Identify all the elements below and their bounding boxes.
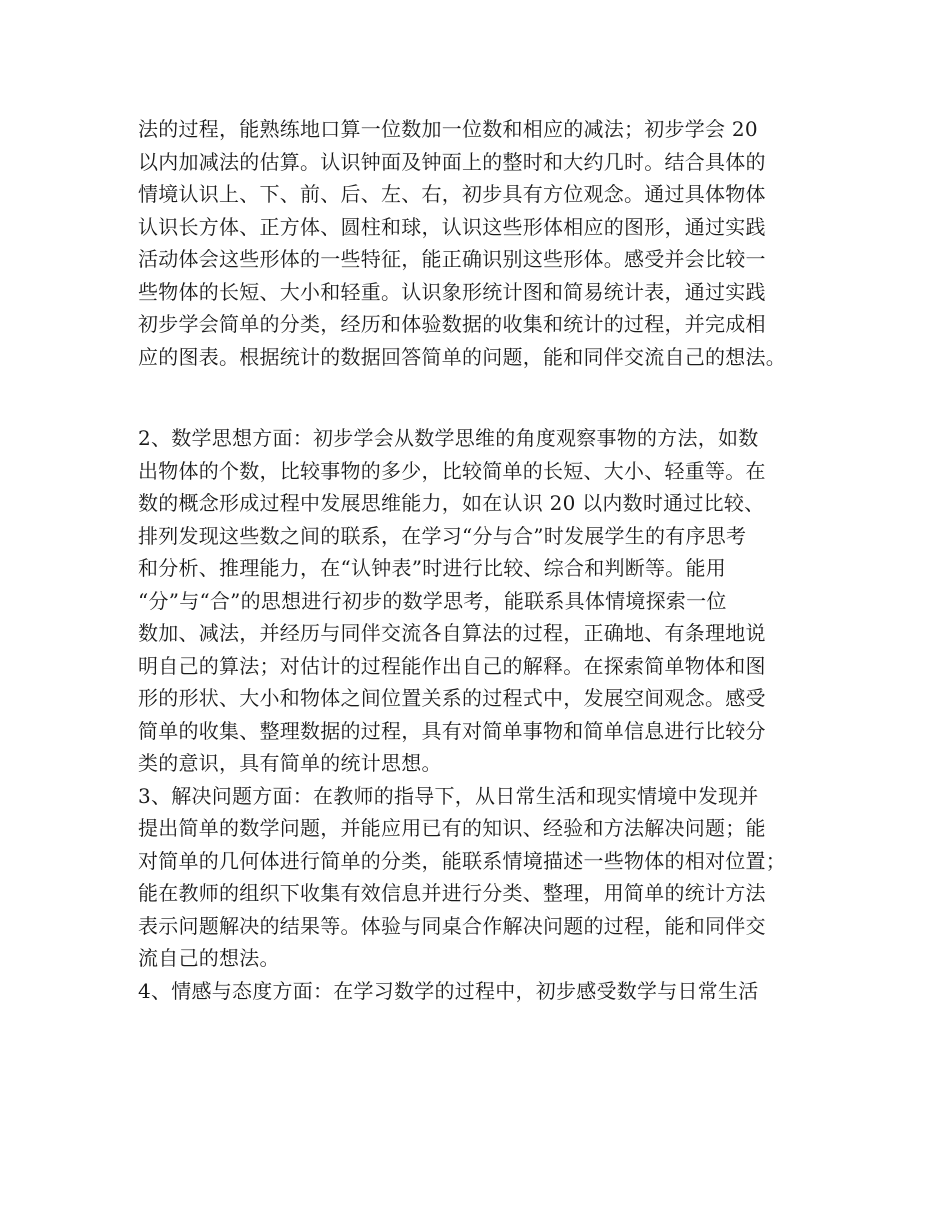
- text-line: 类的意识，具有简单的统计思想。: [138, 751, 442, 775]
- text-line: 情境认识上、下、前、后、左、右，初步具有方位观念。通过具体物体: [138, 182, 766, 206]
- text-line: 认识长方体、正方体、圆柱和球，认识这些形体相应的图形，通过实践: [138, 214, 766, 239]
- text-line: 数的概念形成过程中发展思维能力，如在认识 20 以内数时通过比较、: [138, 491, 765, 515]
- text-line: 应的图表。根据统计的数据回答简单的问题，能和同伴交流自己的想法。: [138, 344, 786, 369]
- text-line: 明自己的算法；对估计的过程能作出自己的解释。在探索简单物体和图: [138, 653, 766, 678]
- text-line: 表示问题解决的结果等。体验与同桌合作解决问题的过程，能和同伴交: [138, 913, 766, 938]
- text-line: 初步学会简单的分类，经历和体验数据的收集和统计的过程，并完成相: [138, 312, 766, 336]
- text-line: 对简单的几何体进行简单的分类，能联系情境描述一些物体的相对位置；: [138, 848, 786, 873]
- paragraph-knowledge-skills: [138, 113, 838, 373]
- text-line: 活动体会这些形体的一些特征，能正确识别这些形体。感受并会比较一: [138, 247, 766, 271]
- text-line: 和分析、推理能力，在“认钟表”时进行比较、综合和判断等。能用: [138, 556, 726, 580]
- text-line: 能在教师的组织下收集有效信息并进行分类、整理，用简单的统计方法: [138, 881, 766, 905]
- text-line: 以内加减法的估算。认识钟面及钟面上的整时和大约几时。结合具体的: [138, 149, 766, 174]
- text-line: 简单的收集、整理数据的过程，具有对简单事物和简单信息进行比较分: [138, 718, 766, 743]
- text-line: 4、情感与态度方面：在学习数学的过程中，初步感受数学与日常生活: [138, 978, 759, 1003]
- text-line: 排列发现这些数之间的联系，在学习“分与合”时发展学生的有序思考: [138, 523, 747, 548]
- paragraph-math-thinking: [138, 422, 838, 780]
- text-line: 提出简单的数学问题，并能应用已有的知识、经验和方法解决问题；能: [138, 816, 766, 840]
- text-line: 些物体的长短、大小和轻重。认识象形统计图和简易统计表，通过实践: [138, 279, 766, 304]
- text-line: 出物体的个数，比较事物的多少，比较简单的长短、大小、轻重等。在: [138, 458, 766, 483]
- text-line: “分”与“合”的思想进行初步的数学思考，能联系具体情境探索一位: [138, 588, 727, 613]
- document-body: [138, 113, 838, 1007]
- text-line: 流自己的想法。: [138, 946, 280, 970]
- text-line: 形的形状、大小和物体之间位置关系的过程式中，发展空间观念。感受: [138, 686, 766, 710]
- text-line: 法的过程，能熟练地口算一位数加一位数和相应的减法；初步学会 20: [138, 117, 758, 141]
- text-line: 3、解决问题方面：在教师的指导下，从日常生活和现实情境中发现并: [138, 783, 759, 808]
- paragraph-attitude: [138, 975, 838, 1008]
- text-line: 2、数学思想方面：初步学会从数学思维的角度观察事物的方法，如数: [138, 426, 759, 450]
- paragraph-spacer: [138, 373, 838, 422]
- text-line: 数加、减法，并经历与同伴交流各自算法的过程，正确地、有条理地说: [138, 621, 766, 645]
- paragraph-problem-solving: [138, 780, 838, 975]
